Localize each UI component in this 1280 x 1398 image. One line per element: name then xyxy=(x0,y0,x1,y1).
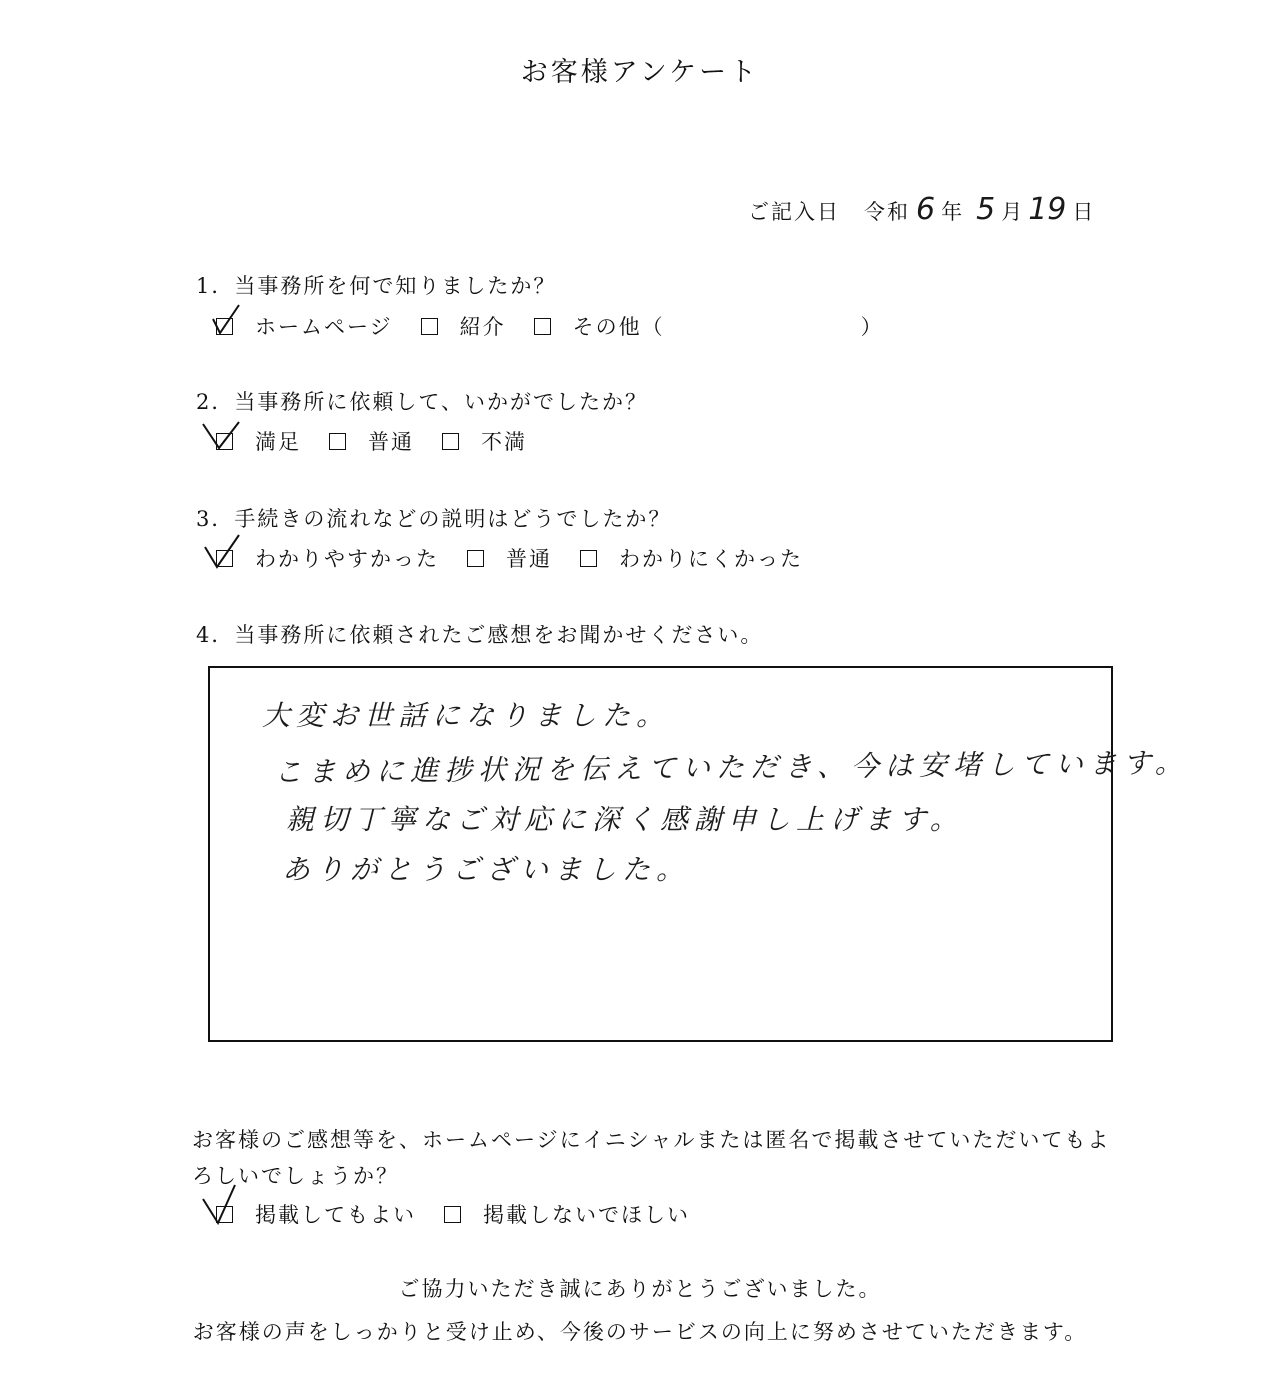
option-allow-publish-label: 掲載してもよい xyxy=(255,1203,416,1227)
date-day: 19 xyxy=(1028,192,1067,227)
check-mark-icon xyxy=(209,1191,247,1225)
checkbox-dissatisfied[interactable] xyxy=(442,433,459,450)
question-4: 4．当事務所に依頼されたご感想をお聞かせください。 xyxy=(196,623,764,647)
question-1: 1．当事務所を何で知りましたか？ xyxy=(196,274,557,298)
checkbox-deny-publish[interactable] xyxy=(444,1206,461,1223)
option-dissatisfied-label: 不満 xyxy=(481,430,527,454)
date-year-unit: 年 xyxy=(941,200,963,224)
check-mark-icon xyxy=(209,418,247,452)
check-mark-icon xyxy=(209,535,247,569)
question-3: 3．手続きの流れなどの説明はどうでしたか？ xyxy=(196,507,672,531)
option-normal-label: 普通 xyxy=(368,430,414,454)
question-2: 2．当事務所に依頼して、いかがでしたか？ xyxy=(196,390,648,414)
option-homepage-label: ホームページ xyxy=(255,315,393,339)
date-era: 令和 xyxy=(864,200,910,224)
check-mark-icon xyxy=(209,303,247,337)
checkbox-satisfied[interactable] xyxy=(216,433,233,450)
question-3-options xyxy=(216,543,831,573)
comment-line: ありがとうございました。 xyxy=(282,853,691,886)
comment-line: 大変お世話になりました。 xyxy=(262,699,671,732)
page-title: お客様アンケート xyxy=(520,57,760,88)
consent-question: お客様のご感想等を、ホームページにイニシャルまたは匿名で掲載させていただいてもよろしいでしょうか？ xyxy=(192,1128,1111,1188)
footer-note: お客様の声をしっかりと受け止め、今後のサービスの向上に努めさせていただきます。 xyxy=(192,1320,1088,1344)
checkbox-other[interactable] xyxy=(534,318,551,335)
option-normal-2-label: 普通 xyxy=(506,547,552,571)
checkbox-normal[interactable] xyxy=(329,433,346,450)
date-month-unit: 月 xyxy=(1001,200,1023,224)
date-label: ご記入日 xyxy=(748,200,840,224)
option-satisfied-label: 満足 xyxy=(255,430,301,454)
option-referral-label: 紹介 xyxy=(459,315,506,339)
checkbox-referral[interactable] xyxy=(421,318,438,335)
date-month: 5 xyxy=(976,192,996,227)
option-hard-label: わかりにくかった xyxy=(619,547,803,571)
option-other-label: その他（ xyxy=(572,315,665,339)
comment-line: 親切丁寧なご対応に深く感謝申し上げます。 xyxy=(286,803,964,836)
checkbox-hard-to-understand[interactable] xyxy=(580,550,597,567)
date-day-unit: 日 xyxy=(1072,200,1094,224)
date-year: 6 xyxy=(916,192,936,227)
question-1-options xyxy=(216,311,884,341)
comment-box[interactable] xyxy=(208,666,1189,1042)
comment-line: こまめに進捗状況を伝えていただき、今は安堵しています。 xyxy=(273,746,1189,789)
checkbox-homepage[interactable] xyxy=(216,318,233,335)
footer-thanks: ご協力いただき誠にありがとうございました。 xyxy=(398,1277,882,1301)
entry-date xyxy=(748,192,1093,227)
option-easy-label: わかりやすかった xyxy=(255,547,439,571)
checkbox-easy-to-understand[interactable] xyxy=(216,550,233,567)
option-deny-publish-label: 掲載しないでほしい xyxy=(483,1203,690,1227)
option-other-close: ） xyxy=(860,315,884,339)
checkbox-allow-publish[interactable] xyxy=(216,1206,233,1223)
checkbox-normal-2[interactable] xyxy=(467,550,484,567)
question-2-options xyxy=(216,426,555,456)
consent-options xyxy=(216,1199,718,1229)
